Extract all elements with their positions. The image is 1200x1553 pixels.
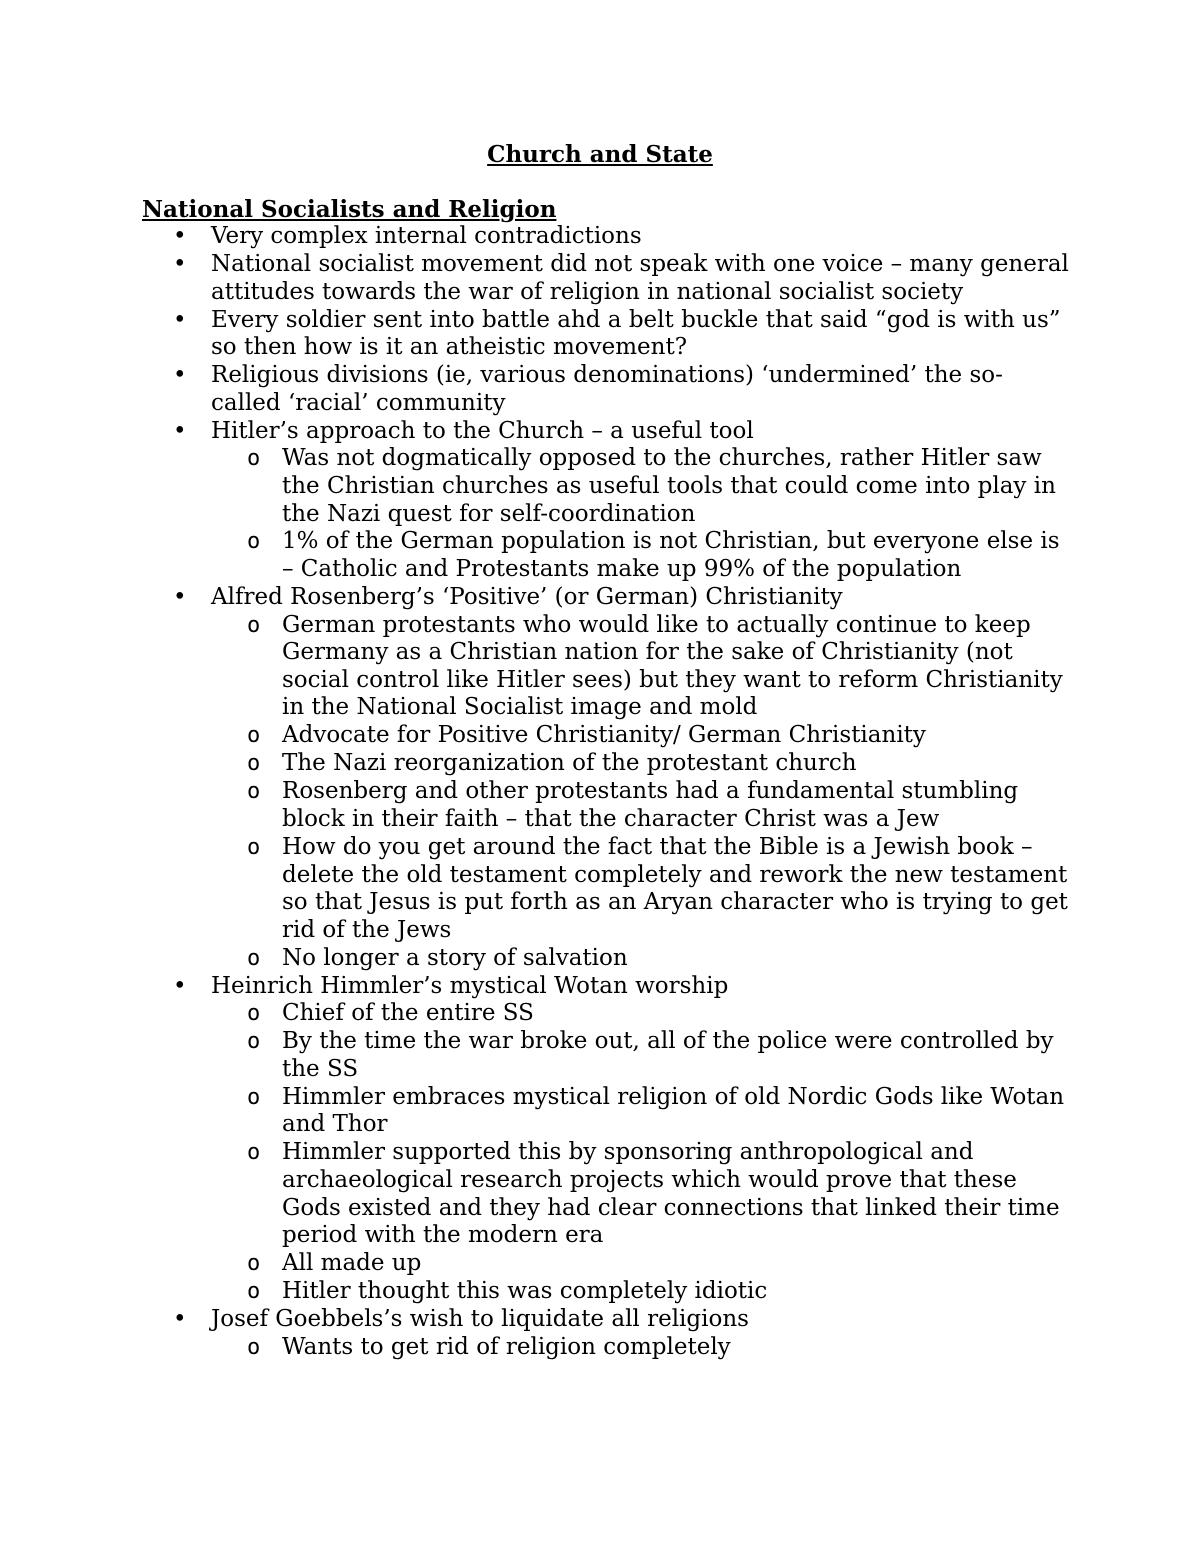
sub-list-item bbox=[211, 528, 1070, 583]
sub-list-item bbox=[211, 778, 1070, 833]
list-item-text: Josef Goebbels’s wish to liquidate all religions bbox=[211, 1306, 749, 1333]
sub-bullet-marker: o bbox=[247, 1279, 261, 1305]
sub-list-item-text: Wants to get rid of religion completely bbox=[282, 1333, 731, 1360]
sub-list bbox=[211, 612, 1070, 973]
list-item bbox=[0, 418, 1200, 584]
sub-list-item-text: By the time the war broke out, all of the police were controlled by the SS bbox=[282, 1028, 1054, 1082]
sub-bullet-marker: o bbox=[247, 1334, 261, 1360]
bullet-list bbox=[0, 223, 1200, 1362]
sub-list-item bbox=[211, 1028, 1070, 1083]
sub-list-item-text: Rosenberg and other protestants had a fundamental stumbling block in their faith – that the character Christ was a Jew bbox=[282, 778, 1019, 832]
sub-list bbox=[211, 445, 1070, 583]
sub-list bbox=[211, 1334, 1070, 1362]
bullet-marker: • bbox=[173, 362, 187, 389]
section-heading: National Socialists and Religion bbox=[142, 196, 557, 223]
sub-list-item-text: How do you get around the fact that the Bible is a Jewish book – delete the old testament completely and rework the new testament so that Jesus is put forth as an Aryan character who is trying to get rid of the Jews bbox=[282, 833, 1068, 943]
list-item bbox=[0, 223, 1200, 251]
sub-bullet-marker: o bbox=[247, 529, 261, 555]
sub-list-item bbox=[211, 1334, 1070, 1362]
bullet-marker: • bbox=[173, 584, 187, 611]
list-item-text: Very complex internal contradictions bbox=[211, 223, 642, 249]
sub-bullet-marker: o bbox=[247, 1029, 261, 1055]
sub-bullet-marker: o bbox=[247, 1140, 261, 1166]
sub-list-item bbox=[211, 945, 1070, 973]
list-item-text: Heinrich Himmler’s mystical Wotan worship bbox=[211, 972, 729, 999]
sub-bullet-marker: o bbox=[247, 723, 261, 749]
sub-bullet-marker: o bbox=[247, 945, 261, 971]
list-item bbox=[0, 251, 1200, 306]
list-item bbox=[0, 973, 1200, 1306]
sub-list-item bbox=[211, 1084, 1070, 1139]
sub-list-item-text: Himmler supported this by sponsoring anthropological and archaeological research projects which would prove that these Gods existed and they had clear connections that linked their time period with the modern era bbox=[282, 1139, 1060, 1249]
list-item bbox=[0, 307, 1200, 362]
sub-list-item bbox=[211, 834, 1070, 944]
sub-list-item-text: Was not dogmatically opposed to the churches, rather Hitler saw the Christian churches as useful tools that could come into play in the Nazi quest for self-coordination bbox=[282, 445, 1056, 527]
sub-bullet-marker: o bbox=[247, 1084, 261, 1110]
sub-list-item bbox=[211, 1139, 1070, 1249]
list-item-text: Alfred Rosenberg’s ‘Positive’ (or German) Christianity bbox=[211, 584, 843, 611]
bullet-marker: • bbox=[173, 250, 187, 277]
sub-list-item-text: Hitler thought this was completely idiotic bbox=[282, 1278, 768, 1305]
sub-list-item bbox=[211, 1000, 1070, 1028]
sub-list-item bbox=[211, 1250, 1070, 1278]
sub-bullet-marker: o bbox=[247, 1251, 261, 1277]
sub-bullet-marker: o bbox=[247, 751, 261, 777]
bullet-marker: • bbox=[173, 972, 187, 999]
sub-list-item-text: All made up bbox=[282, 1250, 422, 1277]
list-item-text: National socialist movement did not speak with one voice – many general attitudes towards the war of religion in national socialist society bbox=[211, 250, 1069, 305]
list-item bbox=[0, 1306, 1200, 1361]
list-item-text: Religious divisions (ie, various denominations) ‘undermined’ the so-called ‘racial’ community bbox=[211, 362, 1003, 416]
sub-list-item bbox=[211, 445, 1070, 528]
bullet-marker: • bbox=[173, 223, 187, 249]
sub-list bbox=[211, 1000, 1070, 1305]
sub-list-item-text: Himmler embraces mystical religion of old Nordic Gods like Wotan and Thor bbox=[282, 1083, 1065, 1138]
sub-list-item-text: Advocate for Positive Christianity/ German Christianity bbox=[282, 722, 926, 749]
list-item-text: Hitler’s approach to the Church – a useful tool bbox=[211, 417, 754, 444]
list-item-text: Every soldier sent into battle ahd a belt buckle that said “god is with us” so then how is it an atheistic movement? bbox=[211, 306, 1061, 361]
sub-bullet-marker: o bbox=[247, 834, 261, 860]
bullet-marker: • bbox=[173, 306, 187, 333]
sub-bullet-marker: o bbox=[247, 446, 261, 472]
sub-list-item-text: 1% of the German population is not Christian, but everyone else is – Catholic and Protestants make up 99% of the population bbox=[282, 528, 1060, 583]
sub-list-item-text: German protestants who would like to actually continue to keep Germany as a Christian nation for the sake of Christianity (not social control like Hitler sees) but they want to reform Christianity in the National Socialist image and mold bbox=[282, 611, 1063, 721]
bullet-marker: • bbox=[173, 1306, 187, 1333]
sub-bullet-marker: o bbox=[247, 1001, 261, 1027]
sub-list-item-text: No longer a story of salvation bbox=[282, 944, 628, 971]
bullet-marker: • bbox=[173, 417, 187, 444]
sub-list-item-text: Chief of the entire SS bbox=[282, 1000, 534, 1027]
sub-list-item bbox=[211, 722, 1070, 750]
sub-list-item bbox=[211, 750, 1070, 778]
sub-bullet-marker: o bbox=[247, 612, 261, 638]
sub-list-item-text: The Nazi reorganization of the protestant church bbox=[282, 750, 857, 777]
sub-bullet-marker: o bbox=[247, 779, 261, 805]
list-item bbox=[0, 584, 1200, 972]
document-title: Church and State bbox=[487, 141, 713, 168]
sub-list-item bbox=[211, 1278, 1070, 1306]
list-item bbox=[0, 362, 1200, 417]
sub-list-item bbox=[211, 612, 1070, 722]
